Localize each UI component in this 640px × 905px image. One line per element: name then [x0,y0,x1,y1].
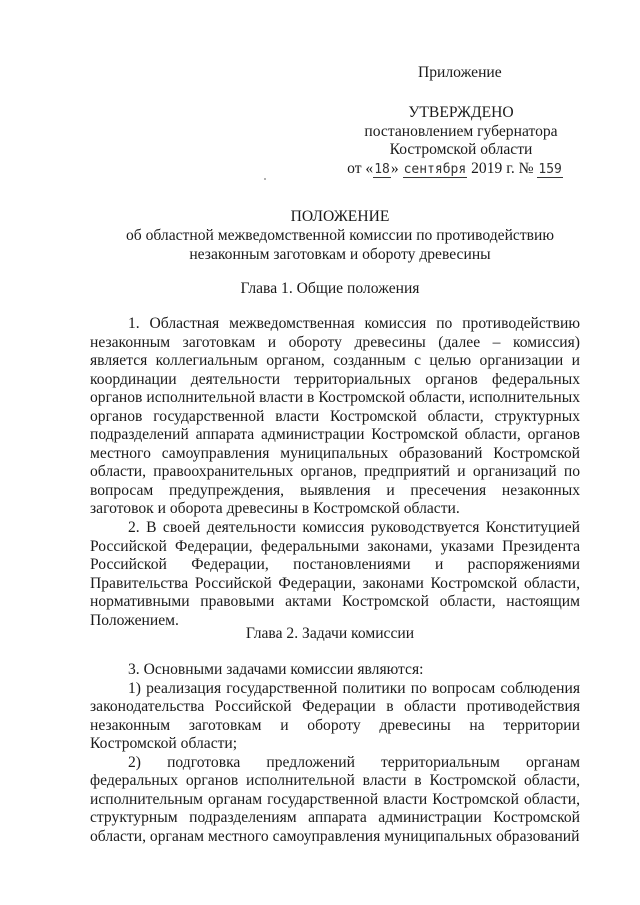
title-heading: ПОЛОЖЕНИЕ [290,208,390,225]
chapter-1-body [90,315,580,630]
appendix-label: Приложение [418,64,502,81]
item-1: 1) реализация государственной политики по вопросам соблюдения законодательства Российской Федерации в области противодействия незаконным заготовкам и обороту древесины на территории Костромской области; [90,679,580,753]
date-mid: » [390,159,403,177]
decree-month: сентября [403,161,467,177]
paragraph-1: 1. Областная межведомственная комиссия по противодействию незаконным заготовкам и обороту древесины (далее – комиссия) является коллегиальным органом, созданным с целью организации и координации деятельности территориальных органов федеральных органов исполнительной власти в Костромской области, исполнительных органов государственной власти Костромской области, структурных подразделений аппарата администрации Костромской области, органов местного самоуправления муниципальных образований Костромской области, правоохранительных органов, предприятий и организаций по вопросам предупреждения, выявления и пресечения незаконных заготовок и оборота древесины в Костромской области. [90,315,580,518]
scan-dot [264,178,266,180]
decree-day: 18 [374,161,390,177]
chapter-2-body [90,661,580,846]
title-line-1: об областной межведомственной комиссии по противодействию [125,226,555,244]
paragraph-3: 3. Основными задачами комиссии являются: [128,661,424,678]
paragraph-2: 2. В своей деятельности комиссия руководствуется Конституцией Российской Федерации, федеральными законами, указами Президента Российской Федерации, постановлениями и распоряжениями Правительства Российской Федерации, законами Костромской области, нормативными правовыми актами Костромской области, настоящим Положением. [90,519,580,629]
decree-number: 159 [538,161,562,177]
region-label: Костромской области [389,141,533,159]
title-line-2: незаконным заготовкам и обороту древесины [189,245,491,263]
item-2: 2) подготовка предложений территориальным органам федеральных органов исполнительной власти в Костромской области, исполнительным органам государственной власти Костромской области, структурным подразделениям аппарата администрации Костромской области, органам местного самоуправления муниципальных образований [90,753,580,845]
chapter-1-heading: Глава 1. Общие положения [240,280,420,297]
chapter-2-heading: Глава 2. Задачи комиссии [245,625,415,642]
decree-date-line [324,160,586,179]
approval-block [330,104,592,178]
date-prefix: от « [347,159,374,177]
date-year: 2019 г. № [467,159,538,177]
decree-label: постановлением губернатора [364,122,558,140]
approved-label: УТВЕРЖДЕНО [408,104,514,121]
document-title [70,208,610,264]
